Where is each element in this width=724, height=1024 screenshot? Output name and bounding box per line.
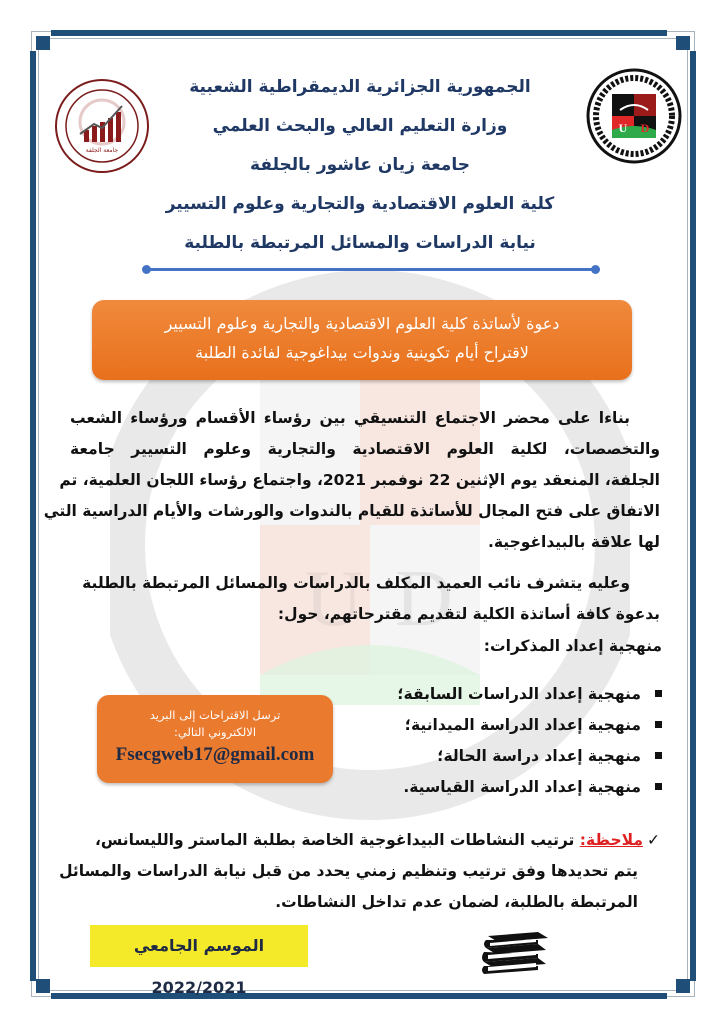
frame-corner [36, 36, 50, 50]
title-banner [92, 300, 632, 380]
note-section [59, 825, 660, 918]
svg-text:جامعة الجلفة: جامعة الجلفة [85, 147, 119, 154]
divider-dot [142, 265, 151, 274]
note-line-2: يتم تحديدها وفق ترتيب وتنظيم زمني يحدد من قبل نيابة الدراسات والمسائل [59, 862, 638, 880]
svg-text:U: U [305, 555, 363, 643]
topics-subheading: منهجية إعداد المذكرات: [483, 637, 662, 655]
svg-text:D: D [395, 555, 453, 643]
frame-corner [676, 36, 690, 50]
paragraph-line: وعليه يتشرف نائب العميد المكلف بالدراسات والمسائل المرتبطة بالطلبة [82, 574, 630, 592]
header-department: نيابة الدراسات والمسائل المرتبطة بالطلبة [184, 233, 536, 253]
faculty-logo [54, 78, 150, 174]
frame-border-top [51, 30, 667, 36]
square-bullet-icon [655, 752, 662, 759]
topic-text: منهجية إعداد الدراسات السابقة؛ [397, 684, 641, 703]
topic-text: منهجية إعداد دراسة الحالة؛ [437, 746, 641, 765]
academic-season-badge: الموسم الجامعي 2022/2021 [90, 925, 308, 967]
header-ministry: وزارة التعليم العالي والبحث العلمي [212, 116, 508, 136]
list-item [397, 678, 662, 709]
banner-line-1: دعوة لأساتذة كلية العلوم الاقتصادية والتجارية وعلوم التسيير [164, 314, 560, 333]
paragraph-line: الجلفة، المنعقد يوم الإثنين 22 نوفمبر 2021، واجتماع رؤساء اللجان العلمية، تم [59, 471, 660, 489]
header-country: الجمهورية الجزائرية الديمقراطية الشعبية [189, 77, 531, 97]
list-item [397, 709, 662, 740]
topic-text: منهجية إعداد الدراسة القياسية. [403, 777, 641, 796]
topic-text: منهجية إعداد الدراسة الميدانية؛ [404, 715, 641, 734]
intro-paragraph [43, 403, 660, 558]
email-address-link[interactable]: Fsecgweb17@gmail.com [115, 744, 315, 765]
university-logo [586, 68, 682, 164]
email-label-line-2: الالكتروني التالي: [173, 725, 257, 739]
square-bullet-icon [655, 721, 662, 728]
document-header [150, 68, 570, 263]
list-item [397, 740, 662, 771]
square-bullet-icon [655, 783, 662, 790]
frame-border-bottom [51, 993, 667, 999]
paragraph-line: والتخصصات، لكلية العلوم الاقتصادية والتجارية وعلوم التسيير جامعة [70, 440, 660, 458]
note-line-3: المرتبطة بالطلبة، لضمان عدم تداخل النشاطات. [275, 893, 638, 911]
note-label: ملاحظة: [579, 831, 643, 849]
paragraph-line: الاتفاق على فتح المجال للأساتذة للقيام بالندوات والورشات والأيام الدراسية التي [43, 502, 660, 520]
list-item [397, 771, 662, 802]
frame-border-left [30, 51, 36, 981]
logo-letter-u: U [618, 121, 628, 135]
books-icon [478, 928, 554, 976]
divider-dot [591, 265, 600, 274]
email-label-line-1: ترسل الاقتراحات إلى البريد [149, 708, 281, 722]
checkmark-icon: ✓ [647, 831, 660, 849]
header-university: جامعة زيان عاشور بالجلفة [250, 155, 470, 175]
topics-list [397, 678, 662, 802]
square-bullet-icon [655, 690, 662, 697]
email-callout [97, 695, 333, 783]
frame-corner [36, 979, 50, 993]
banner-line-2: لاقتراح أيام تكوينية وندوات بيداغوجية لفائدة الطلبة [195, 343, 529, 362]
paragraph-line: بدعوة كافة أساتذة الكلية لتقديم مقترحاتهم، حول: [277, 605, 660, 623]
header-divider [146, 268, 596, 271]
paragraph-line: بناءا على محضر الاجتماع التنسيقي بين رؤساء الأقسام ورؤساء الشعب [70, 409, 630, 427]
paragraph-line: لها علاقة بالبيداغوجية. [487, 533, 660, 551]
logo-letter-d: D [640, 121, 650, 135]
frame-corner [676, 979, 690, 993]
invitation-paragraph [70, 568, 660, 630]
header-faculty: كلية العلوم الاقتصادية والتجارية وعلوم التسيير [165, 194, 555, 214]
note-line-1: ترتيب النشاطات البيداغوجية الخاصة بطلبة الماستر والليسانس، [95, 831, 580, 849]
frame-border-right [690, 51, 696, 981]
